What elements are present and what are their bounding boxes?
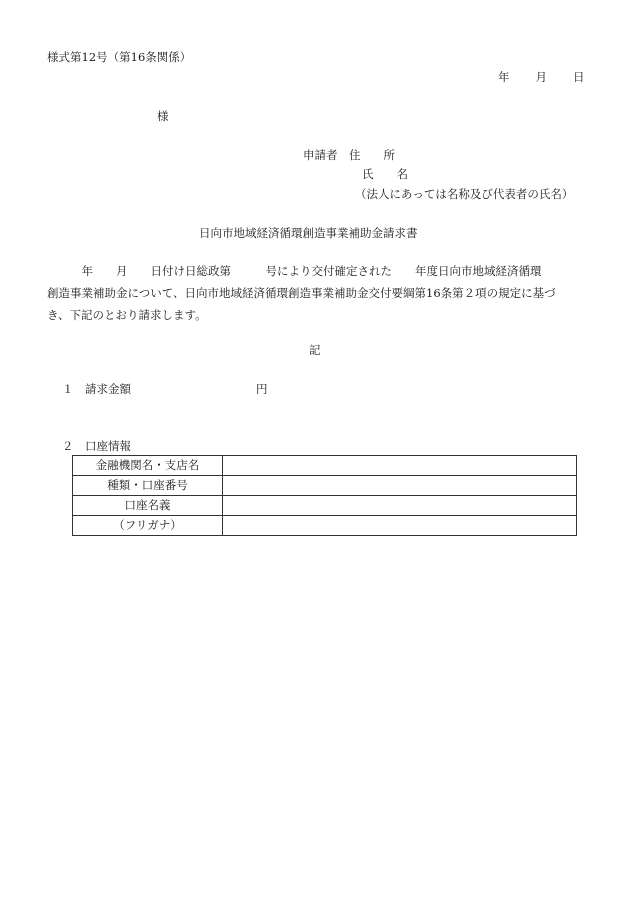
request-body bbox=[47, 260, 587, 326]
item1-label: 請求金額 bbox=[85, 382, 131, 396]
account-type-number-label: 種類・口座番号 bbox=[73, 476, 223, 496]
account-type-number-field[interactable] bbox=[223, 476, 577, 496]
item2-number: ２ bbox=[62, 439, 74, 453]
ki-heading: 記 bbox=[309, 343, 321, 357]
item1-unit: 円 bbox=[256, 382, 268, 396]
body-line-2: 創造事業補助金について、日向市地域経済循環創造事業補助金交付要綱第16条第２項の規定に基づ bbox=[47, 286, 556, 300]
table-row bbox=[73, 476, 577, 496]
bank-branch-field[interactable] bbox=[223, 456, 577, 476]
table-row bbox=[73, 456, 577, 476]
address-label: 住 所 bbox=[349, 148, 395, 162]
applicant-label: 申請者 bbox=[303, 148, 338, 162]
body-line-3: き、下記のとおり請求します。 bbox=[47, 308, 207, 322]
date-line: 年 月 日 bbox=[498, 70, 586, 84]
name-label: 氏 名 bbox=[362, 167, 408, 181]
furigana-field[interactable] bbox=[223, 516, 577, 536]
addressee-suffix: 様 bbox=[157, 109, 169, 123]
item1-number: １ bbox=[62, 382, 74, 396]
account-info-table bbox=[72, 455, 577, 536]
document-title: 日向市地域経済循環創造事業補助金請求書 bbox=[199, 226, 418, 240]
furigana-label: （フリガナ） bbox=[73, 516, 223, 536]
bank-branch-label: 金融機関名・支店名 bbox=[73, 456, 223, 476]
body-line-1: 年 月 日付け日総政第 号により交付確定された 年度日向市地域経済循環 bbox=[47, 264, 542, 278]
corporate-note: （法人にあっては名称及び代表者の氏名） bbox=[355, 187, 574, 201]
table-row bbox=[73, 496, 577, 516]
form-number: 様式第12号（第16条関係） bbox=[47, 50, 192, 64]
account-holder-label: 口座名義 bbox=[73, 496, 223, 516]
account-holder-field[interactable] bbox=[223, 496, 577, 516]
item2-label: 口座情報 bbox=[85, 439, 131, 453]
table-row bbox=[73, 516, 577, 536]
